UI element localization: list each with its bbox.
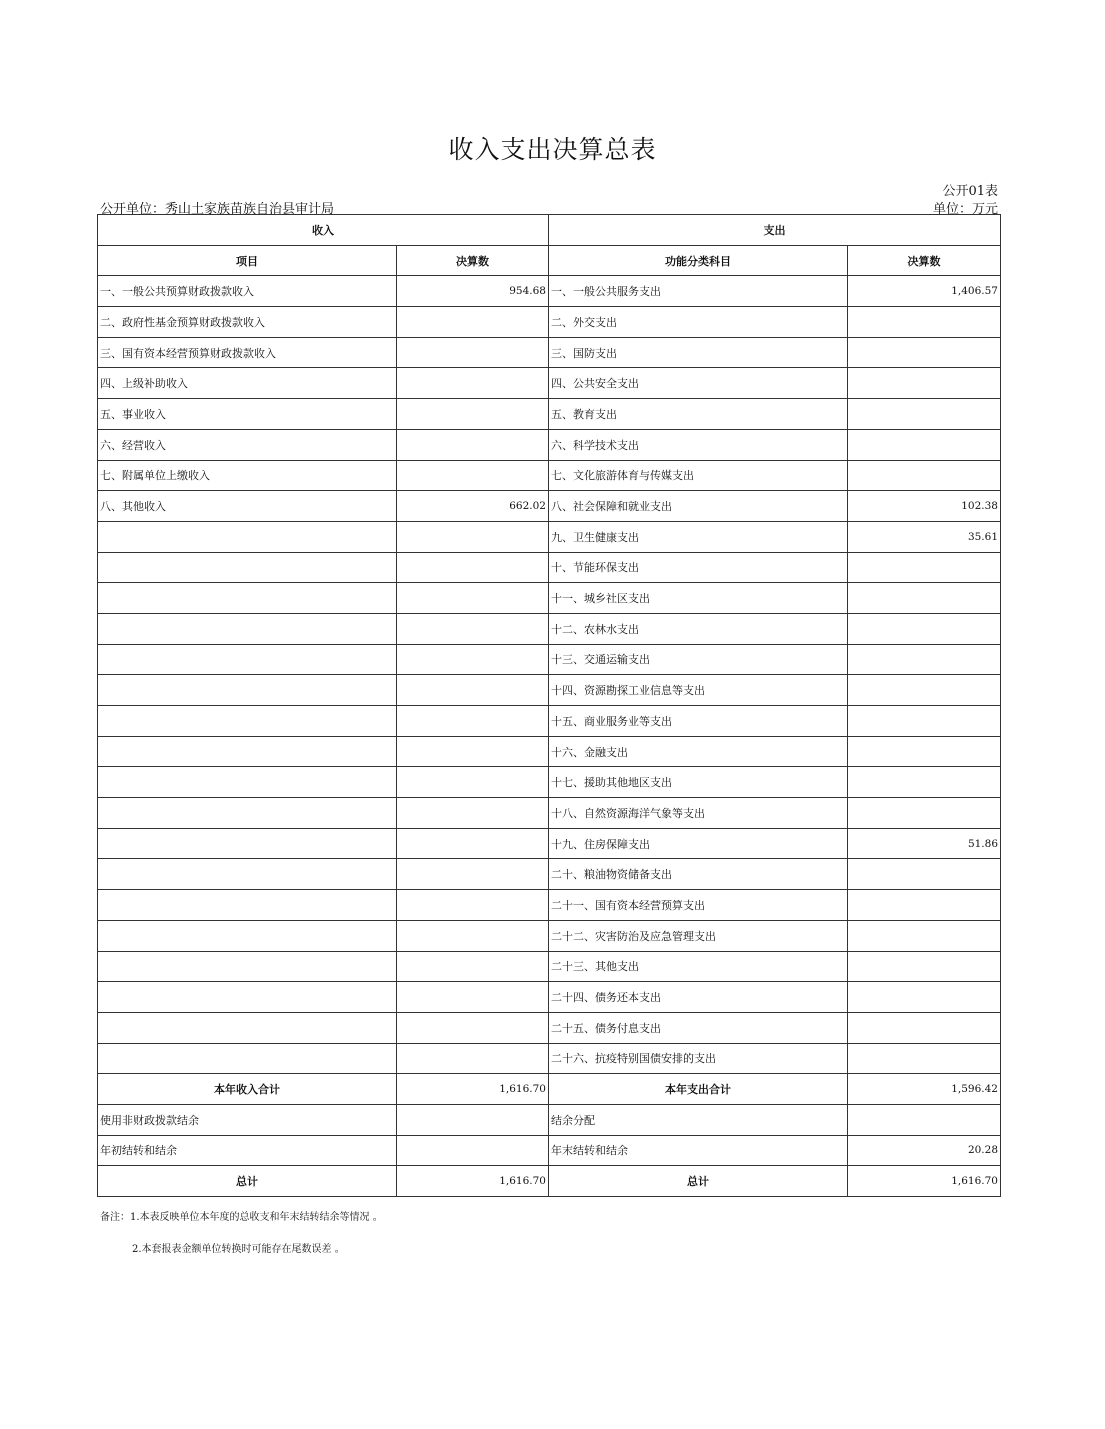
expense-item: 九、卫生健康支出	[549, 521, 848, 552]
balance-row-2	[98, 1135, 1001, 1166]
expense-item: 二十二、灾害防治及应急管理支出	[549, 920, 848, 951]
table-row	[98, 798, 1001, 829]
income-item	[98, 951, 397, 982]
non-fiscal-label: 使用非财政拨款结余	[98, 1104, 397, 1135]
grand-label-inc: 总计	[98, 1166, 397, 1197]
income-amount	[397, 828, 549, 859]
income-amount	[397, 798, 549, 829]
table-row	[98, 675, 1001, 706]
expense-amount: 102.38	[848, 491, 1001, 522]
org-name: 公开单位：秀山土家族苗族自治县审计局	[100, 202, 335, 217]
inc-year-amt: 1,616.70	[397, 1074, 549, 1105]
expense-item: 五、教育支出	[549, 399, 848, 430]
expense-item: 四、公共安全支出	[549, 368, 848, 399]
table-row	[98, 460, 1001, 491]
exp-year-amt: 1,596.42	[848, 1074, 1001, 1105]
table-row	[98, 368, 1001, 399]
income-item: 六、经营收入	[98, 429, 397, 460]
income-header: 收入	[98, 215, 549, 246]
expense-item: 六、科学技术支出	[549, 429, 848, 460]
amount-header: 决算数	[397, 245, 549, 276]
expense-amount	[848, 798, 1001, 829]
income-amount	[397, 368, 549, 399]
expense-amount	[848, 1043, 1001, 1074]
exp-year-label: 本年支出合计	[549, 1074, 848, 1105]
surplus-dist-label: 结余分配	[549, 1104, 848, 1135]
income-item	[98, 1043, 397, 1074]
income-item: 一、一般公共预算财政拨款收入	[98, 276, 397, 307]
summary-table	[97, 214, 1001, 1197]
income-amount	[397, 920, 549, 951]
carry-out-label: 年末结转和结余	[549, 1135, 848, 1166]
income-item	[98, 675, 397, 706]
expense-item: 十一、城乡社区支出	[549, 583, 848, 614]
table-row	[98, 920, 1001, 951]
income-item	[98, 706, 397, 737]
table-row	[98, 890, 1001, 921]
income-amount	[397, 583, 549, 614]
expense-item: 八、社会保障和就业支出	[549, 491, 848, 522]
expense-header: 支出	[549, 215, 1001, 246]
surplus-dist-amt	[848, 1104, 1001, 1135]
income-item	[98, 583, 397, 614]
note-2: 2.本套报表金额单位转换时可能存在尾数误差 。	[132, 1244, 345, 1255]
expense-amount	[848, 890, 1001, 921]
expense-amount	[848, 951, 1001, 982]
item-header: 项目	[98, 245, 397, 276]
income-item: 八、其他收入	[98, 491, 397, 522]
income-amount	[397, 399, 549, 430]
expense-item: 十四、资源勘探工业信息等支出	[549, 675, 848, 706]
table-row	[98, 828, 1001, 859]
income-amount	[397, 736, 549, 767]
table-row	[98, 767, 1001, 798]
income-amount	[397, 337, 549, 368]
table-row	[98, 859, 1001, 890]
header-row-2	[98, 245, 1001, 276]
expense-item: 二十六、抗疫特别国债安排的支出	[549, 1043, 848, 1074]
income-item	[98, 890, 397, 921]
expense-amount	[848, 460, 1001, 491]
income-item	[98, 982, 397, 1013]
balance-row-1	[98, 1104, 1001, 1135]
income-amount	[397, 706, 549, 737]
income-amount: 954.68	[397, 276, 549, 307]
expense-item: 十八、自然资源海洋气象等支出	[549, 798, 848, 829]
table-row	[98, 706, 1001, 737]
table-code: 公开01表	[942, 184, 998, 199]
inc-year-label: 本年收入合计	[98, 1074, 397, 1105]
expense-amount	[848, 583, 1001, 614]
grand-total-row	[98, 1166, 1001, 1197]
table-row	[98, 982, 1001, 1013]
table-row	[98, 337, 1001, 368]
table-row	[98, 399, 1001, 430]
grand-amt-exp: 1,616.70	[848, 1166, 1001, 1197]
expense-item: 二十五、债务付息支出	[549, 1012, 848, 1043]
income-amount	[397, 675, 549, 706]
year-total-row	[98, 1074, 1001, 1105]
income-amount	[397, 890, 549, 921]
table-row	[98, 276, 1001, 307]
expense-item: 一、一般公共服务支出	[549, 276, 848, 307]
expense-amount: 1,406.57	[848, 276, 1001, 307]
income-item	[98, 859, 397, 890]
page-title: 收入支出决算总表	[448, 135, 657, 164]
expense-item: 二十三、其他支出	[549, 951, 848, 982]
table-row	[98, 429, 1001, 460]
expense-amount	[848, 675, 1001, 706]
income-amount	[397, 460, 549, 491]
expense-amount	[848, 429, 1001, 460]
expense-amount	[848, 982, 1001, 1013]
income-amount	[397, 767, 549, 798]
expense-amount	[848, 1012, 1001, 1043]
income-item	[98, 828, 397, 859]
expense-amount	[848, 920, 1001, 951]
expense-amount	[848, 767, 1001, 798]
income-item	[98, 521, 397, 552]
expense-item: 二十四、债务还本支出	[549, 982, 848, 1013]
expense-item: 二十一、国有资本经营预算支出	[549, 890, 848, 921]
income-item: 五、事业收入	[98, 399, 397, 430]
income-item	[98, 613, 397, 644]
expense-item: 十七、援助其他地区支出	[549, 767, 848, 798]
expense-item: 十二、农林水支出	[549, 613, 848, 644]
unit-label: 单位：万元	[932, 202, 998, 217]
income-amount	[397, 644, 549, 675]
table-row	[98, 644, 1001, 675]
income-item	[98, 767, 397, 798]
func-header: 功能分类科目	[549, 245, 848, 276]
expense-amount: 35.61	[848, 521, 1001, 552]
expense-amount: 51.86	[848, 828, 1001, 859]
income-amount: 662.02	[397, 491, 549, 522]
expense-amount	[848, 307, 1001, 338]
amount2-header: 决算数	[848, 245, 1001, 276]
income-item	[98, 644, 397, 675]
table-row	[98, 1012, 1001, 1043]
header-row-1	[98, 215, 1001, 246]
income-item	[98, 920, 397, 951]
income-amount	[397, 951, 549, 982]
table-row	[98, 307, 1001, 338]
income-item: 四、上级补助收入	[98, 368, 397, 399]
expense-item: 十三、交通运输支出	[549, 644, 848, 675]
income-amount	[397, 429, 549, 460]
expense-item: 二十、粮油物资储备支出	[549, 859, 848, 890]
expense-amount	[848, 859, 1001, 890]
expense-item: 七、文化旅游体育与传媒支出	[549, 460, 848, 491]
expense-amount	[848, 337, 1001, 368]
note-1: 备注：1.本表反映单位本年度的总收支和年末结转结余等情况 。	[100, 1212, 383, 1223]
income-item	[98, 798, 397, 829]
income-item	[98, 552, 397, 583]
expense-item: 十、节能环保支出	[549, 552, 848, 583]
table-row	[98, 613, 1001, 644]
grand-amt-inc: 1,616.70	[397, 1166, 549, 1197]
expense-amount	[848, 736, 1001, 767]
grand-label-exp: 总计	[549, 1166, 848, 1197]
income-item: 二、政府性基金预算财政拨款收入	[98, 307, 397, 338]
carry-out-amt: 20.28	[848, 1135, 1001, 1166]
table-row	[98, 491, 1001, 522]
expense-item: 十六、金融支出	[549, 736, 848, 767]
expense-amount	[848, 368, 1001, 399]
expense-item: 三、国防支出	[549, 337, 848, 368]
non-fiscal-amt	[397, 1104, 549, 1135]
table-row	[98, 951, 1001, 982]
income-amount	[397, 1043, 549, 1074]
income-amount	[397, 552, 549, 583]
unit-row	[100, 198, 998, 217]
expense-amount	[848, 706, 1001, 737]
income-amount	[397, 521, 549, 552]
income-amount	[397, 982, 549, 1013]
income-amount	[397, 613, 549, 644]
table-row	[98, 736, 1001, 767]
expense-amount	[848, 644, 1001, 675]
carry-in-amt	[397, 1135, 549, 1166]
carry-in-label: 年初结转和结余	[98, 1135, 397, 1166]
income-item	[98, 736, 397, 767]
income-amount	[397, 307, 549, 338]
table-row	[98, 521, 1001, 552]
expense-amount	[848, 613, 1001, 644]
expense-item: 二、外交支出	[549, 307, 848, 338]
table-row	[98, 552, 1001, 583]
table-row	[98, 583, 1001, 614]
expense-item: 十五、商业服务业等支出	[549, 706, 848, 737]
income-amount	[397, 859, 549, 890]
table-row	[98, 1043, 1001, 1074]
income-amount	[397, 1012, 549, 1043]
expense-amount	[848, 552, 1001, 583]
income-item	[98, 1012, 397, 1043]
income-item: 七、附属单位上缴收入	[98, 460, 397, 491]
expense-amount	[848, 399, 1001, 430]
expense-item: 十九、住房保障支出	[549, 828, 848, 859]
income-item: 三、国有资本经营预算财政拨款收入	[98, 337, 397, 368]
